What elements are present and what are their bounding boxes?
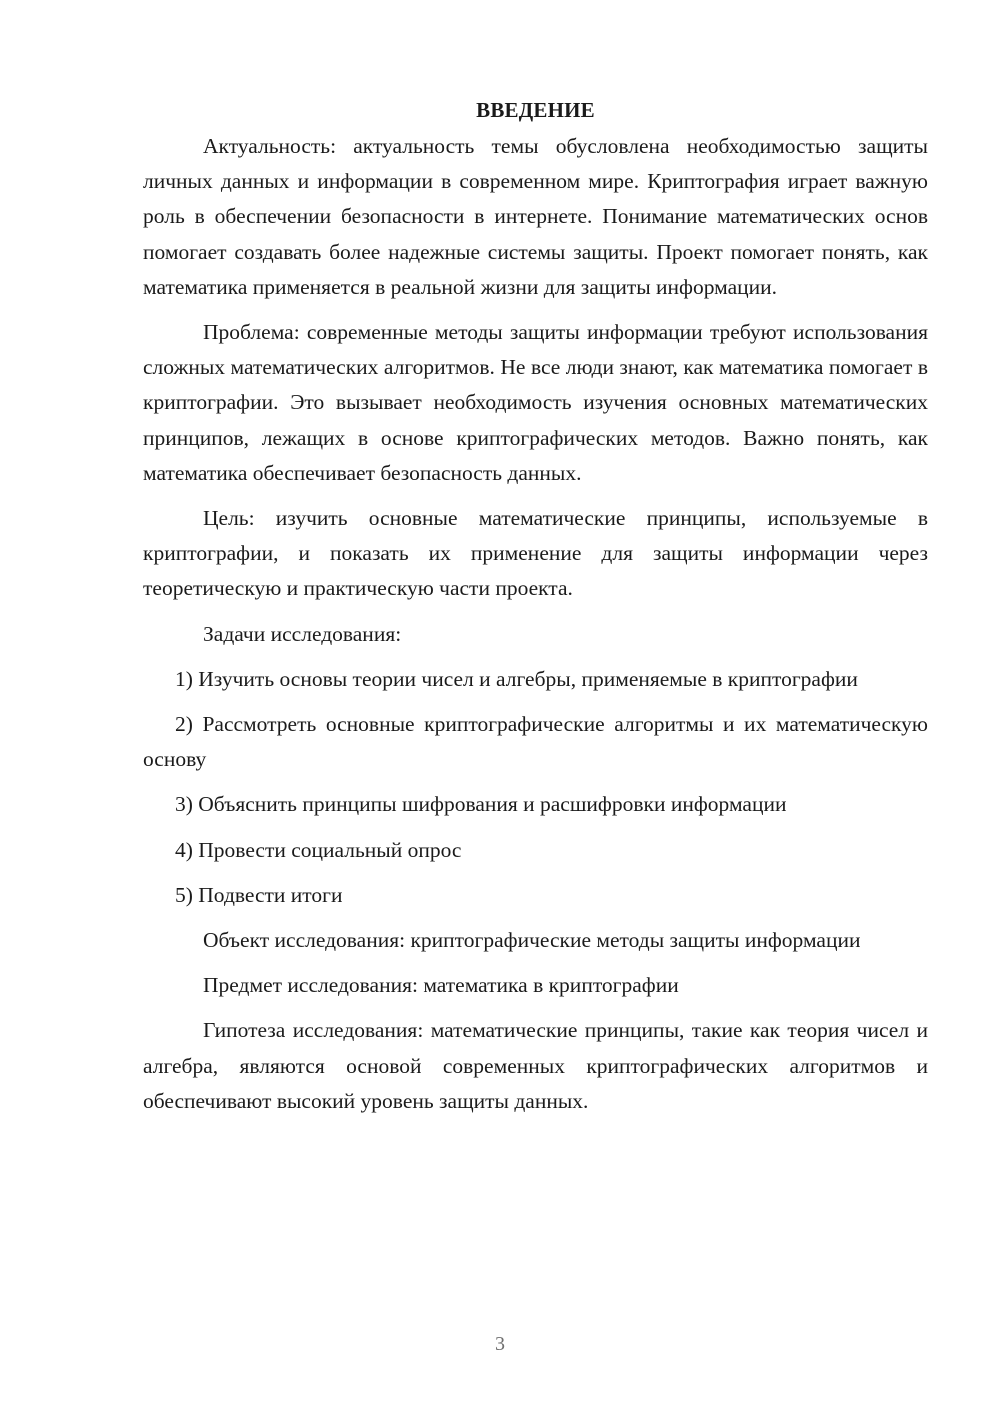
object-paragraph: Объект исследования: криптографические методы защиты информации	[203, 928, 861, 953]
task-item-4: 4) Провести социальный опрос	[175, 837, 462, 862]
subject-paragraph: Предмет исследования: математика в криптографии	[203, 973, 679, 998]
task-item-1: 1) Изучить основы теории чисел и алгебры, применяемые в криптографии	[175, 666, 858, 691]
goal-paragraph: Цель: изучить основные математические принципы, используемые в криптографии, и показать их применение для защиты информации через теоретическую и практическую части проекта.	[143, 506, 928, 601]
hypothesis-paragraph: Гипотеза исследования: математические принципы, такие как теория чисел и алгебра, являются основой современных криптографических алгоритмов и обеспечивают высокий уровень защиты данных.	[143, 1018, 928, 1113]
tasks-heading: Задачи исследования:	[203, 621, 402, 646]
task-item-3: 3) Объяснить принципы шифрования и расшифровки информации	[175, 792, 787, 817]
problem-paragraph: Проблема: современные методы защиты информации требуют использования сложных математических алгоритмов. Не все люди знают, как математика помогает в криптографии. Это вызывает необходимость изучения основных математических принципов, лежащих в основе криптографических методов. Важно понять, как математика обеспечивает безопасность данных.	[143, 320, 928, 485]
task-item-2: 2) Рассмотреть основные криптографические алгоритмы и их математическую основу	[143, 712, 928, 772]
document-page	[143, 94, 928, 1129]
tasks-list	[143, 662, 928, 913]
relevance-paragraph: Актуальность: актуальность темы обусловлена необходимостью защиты личных данных и информации в современном мире. Криптография играет важную роль в обеспечении безопасности в интернете. Понимание математических основ помогает создавать более надежные системы защиты. Проект помогает понять, как математика применяется в реальной жизни для защиты информации.	[143, 134, 928, 299]
section-title: ВВЕДЕНИЕ	[476, 98, 595, 122]
task-item-5: 5) Подвести итоги	[175, 882, 343, 907]
page-number: 3	[495, 1333, 505, 1355]
